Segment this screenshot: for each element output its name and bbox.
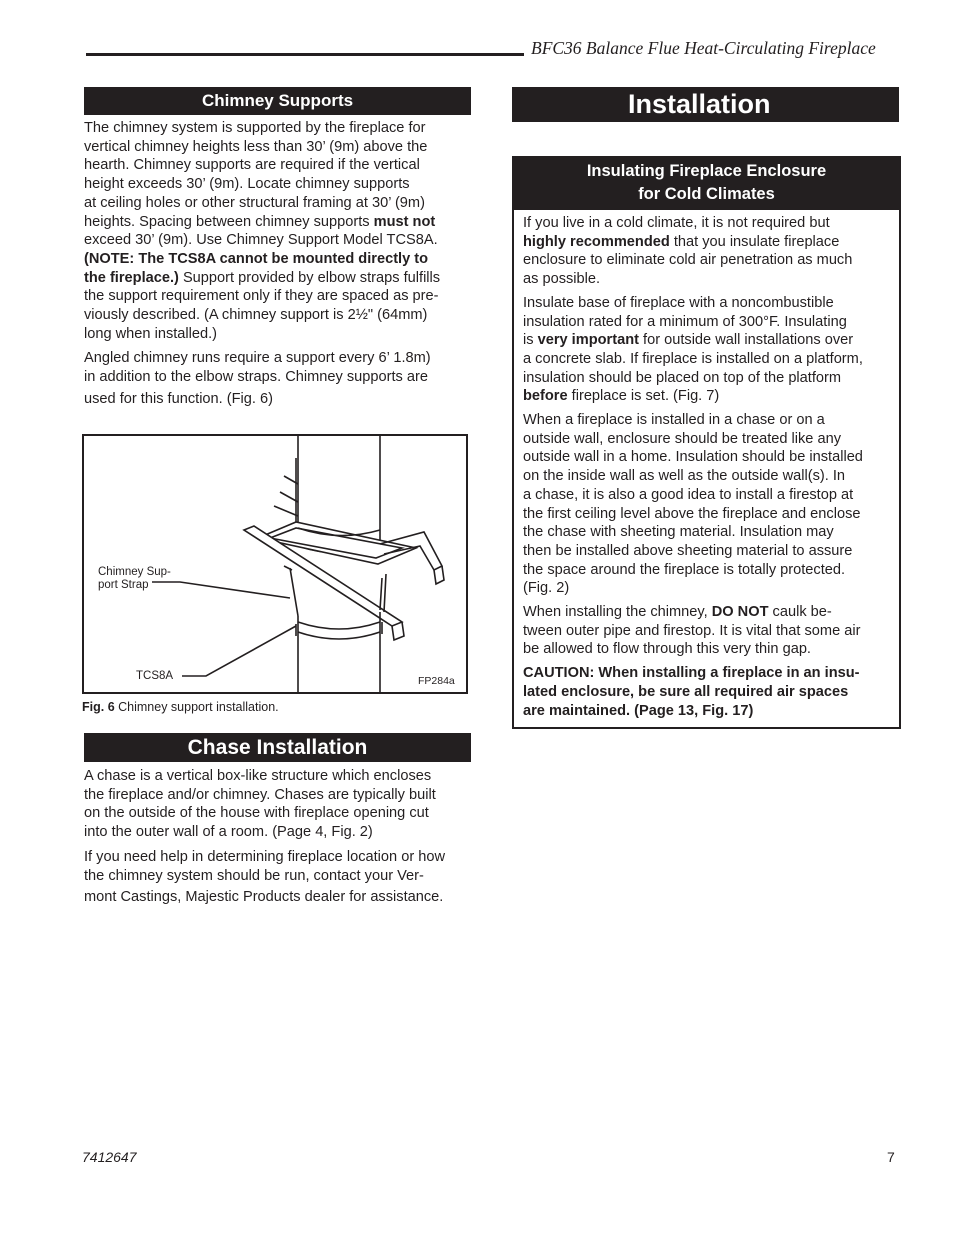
chimney-supports-paragraph-2: Angled chimney runs require a support every 6’ 1.8m) in addition to the elbow straps. Chimney supports are used for this function. (Fig. 6) xyxy=(84,350,431,407)
figure-6-caption: Fig. 6 Chimney support installation. xyxy=(82,700,279,714)
insulating-enclosure-heading: Insulating Fireplace Enclosure for Cold Climates xyxy=(514,158,899,210)
chase-installation-paragraph-2: If you need help in determining fireplace location or how the chimney system should be run, contact your Ver- mont Castings, Majestic Products dealer for assistance. xyxy=(84,848,446,906)
header-rule xyxy=(86,53,524,56)
page-number: 7 xyxy=(887,1149,895,1165)
chimney-supports-paragraph-1: The chimney system is supported by the fireplace for vertical chimney heights less than 30’ (9m) above the hearth. Chimney supports are required if the vertical height exceeds 30’ (9m). Locate chimney supports at ceiling holes or other structural framing at 30’ (9m) heights. Spacing between chimney supports must not exceed 30’ (9m). Use Chimney Support Model TCS8A. (NOTE: The TCS8A cannot be mounted directly to the fireplace.) Support provided by elbow straps fulfills the support requirement only if they are spaced as pre- viously described. (A chimney support is 2½" (64mm) long when installed.) xyxy=(84,120,441,342)
insulating-enclosure-box xyxy=(512,156,901,729)
chase-installation-text xyxy=(84,767,476,913)
chase-installation-paragraph-1: A chase is a vertical box-like structure which encloses the fireplace and/or chimney. Chases are typically built on the outside of the house with fireplace opening cut into the outer wall of a room. (Page 4, Fig. 2) xyxy=(84,768,436,841)
figure-6-chimney-support xyxy=(82,434,468,694)
insulating-enclosure-text xyxy=(514,210,899,720)
insulating-paragraph-2: Insulate base of fireplace with a noncombustible insulation rated for a minimum of 300°F. Insulating is very important for outside wall installations over a concrete slab. If fireplace is installed on a platform, insulation should be placed on top of the platform before fireplace is set. (Fig. 7) xyxy=(523,294,863,405)
installation-heading: Installation xyxy=(512,87,899,122)
document-number: 7412647 xyxy=(82,1149,137,1165)
label-tcs8a: TCS8A xyxy=(136,670,174,682)
insulating-paragraph-4: When installing the chimney, DO NOT caulk be- tween outer pipe and firestop. It is vital that some air be allowed to flow through this very thin gap. xyxy=(523,604,861,658)
insulating-paragraph-1: If you live in a cold climate, it is not required but highly recommended that you insulate fireplace enclosure to eliminate cold air penetration as much as possible. xyxy=(523,215,853,288)
chimney-supports-heading: Chimney Supports xyxy=(84,87,471,115)
label-figure-code: FP284a xyxy=(418,675,455,687)
insulating-paragraph-3: When a fireplace is installed in a chase or on a outside wall, enclosure should be treated like any outside wall in a home. Insulation should be installed on the inside wall as well as the outside wall(s). In a chase, it is also a good idea to install a firestop at the first ceiling level above the fireplace and enclose the chase with sheeting material. Insulation may then be installed above sheeting material to assure the space around the fireplace is totally protected. (Fig. 2) xyxy=(523,412,863,597)
chase-installation-heading: Chase Installation xyxy=(84,733,471,762)
running-header-title: BFC36 Balance Flue Heat-Circulating Fireplace xyxy=(531,38,876,58)
label-chimney-support-strap: Chimney Sup- port Strap xyxy=(98,566,171,591)
chimney-support-illustration xyxy=(84,436,466,692)
chimney-supports-text xyxy=(84,119,476,415)
caution-paragraph: CAUTION: When installing a fireplace in an insu- lated enclosure, be sure all required air spaces are maintained. (Page 13, Fig. 17) xyxy=(523,665,860,719)
